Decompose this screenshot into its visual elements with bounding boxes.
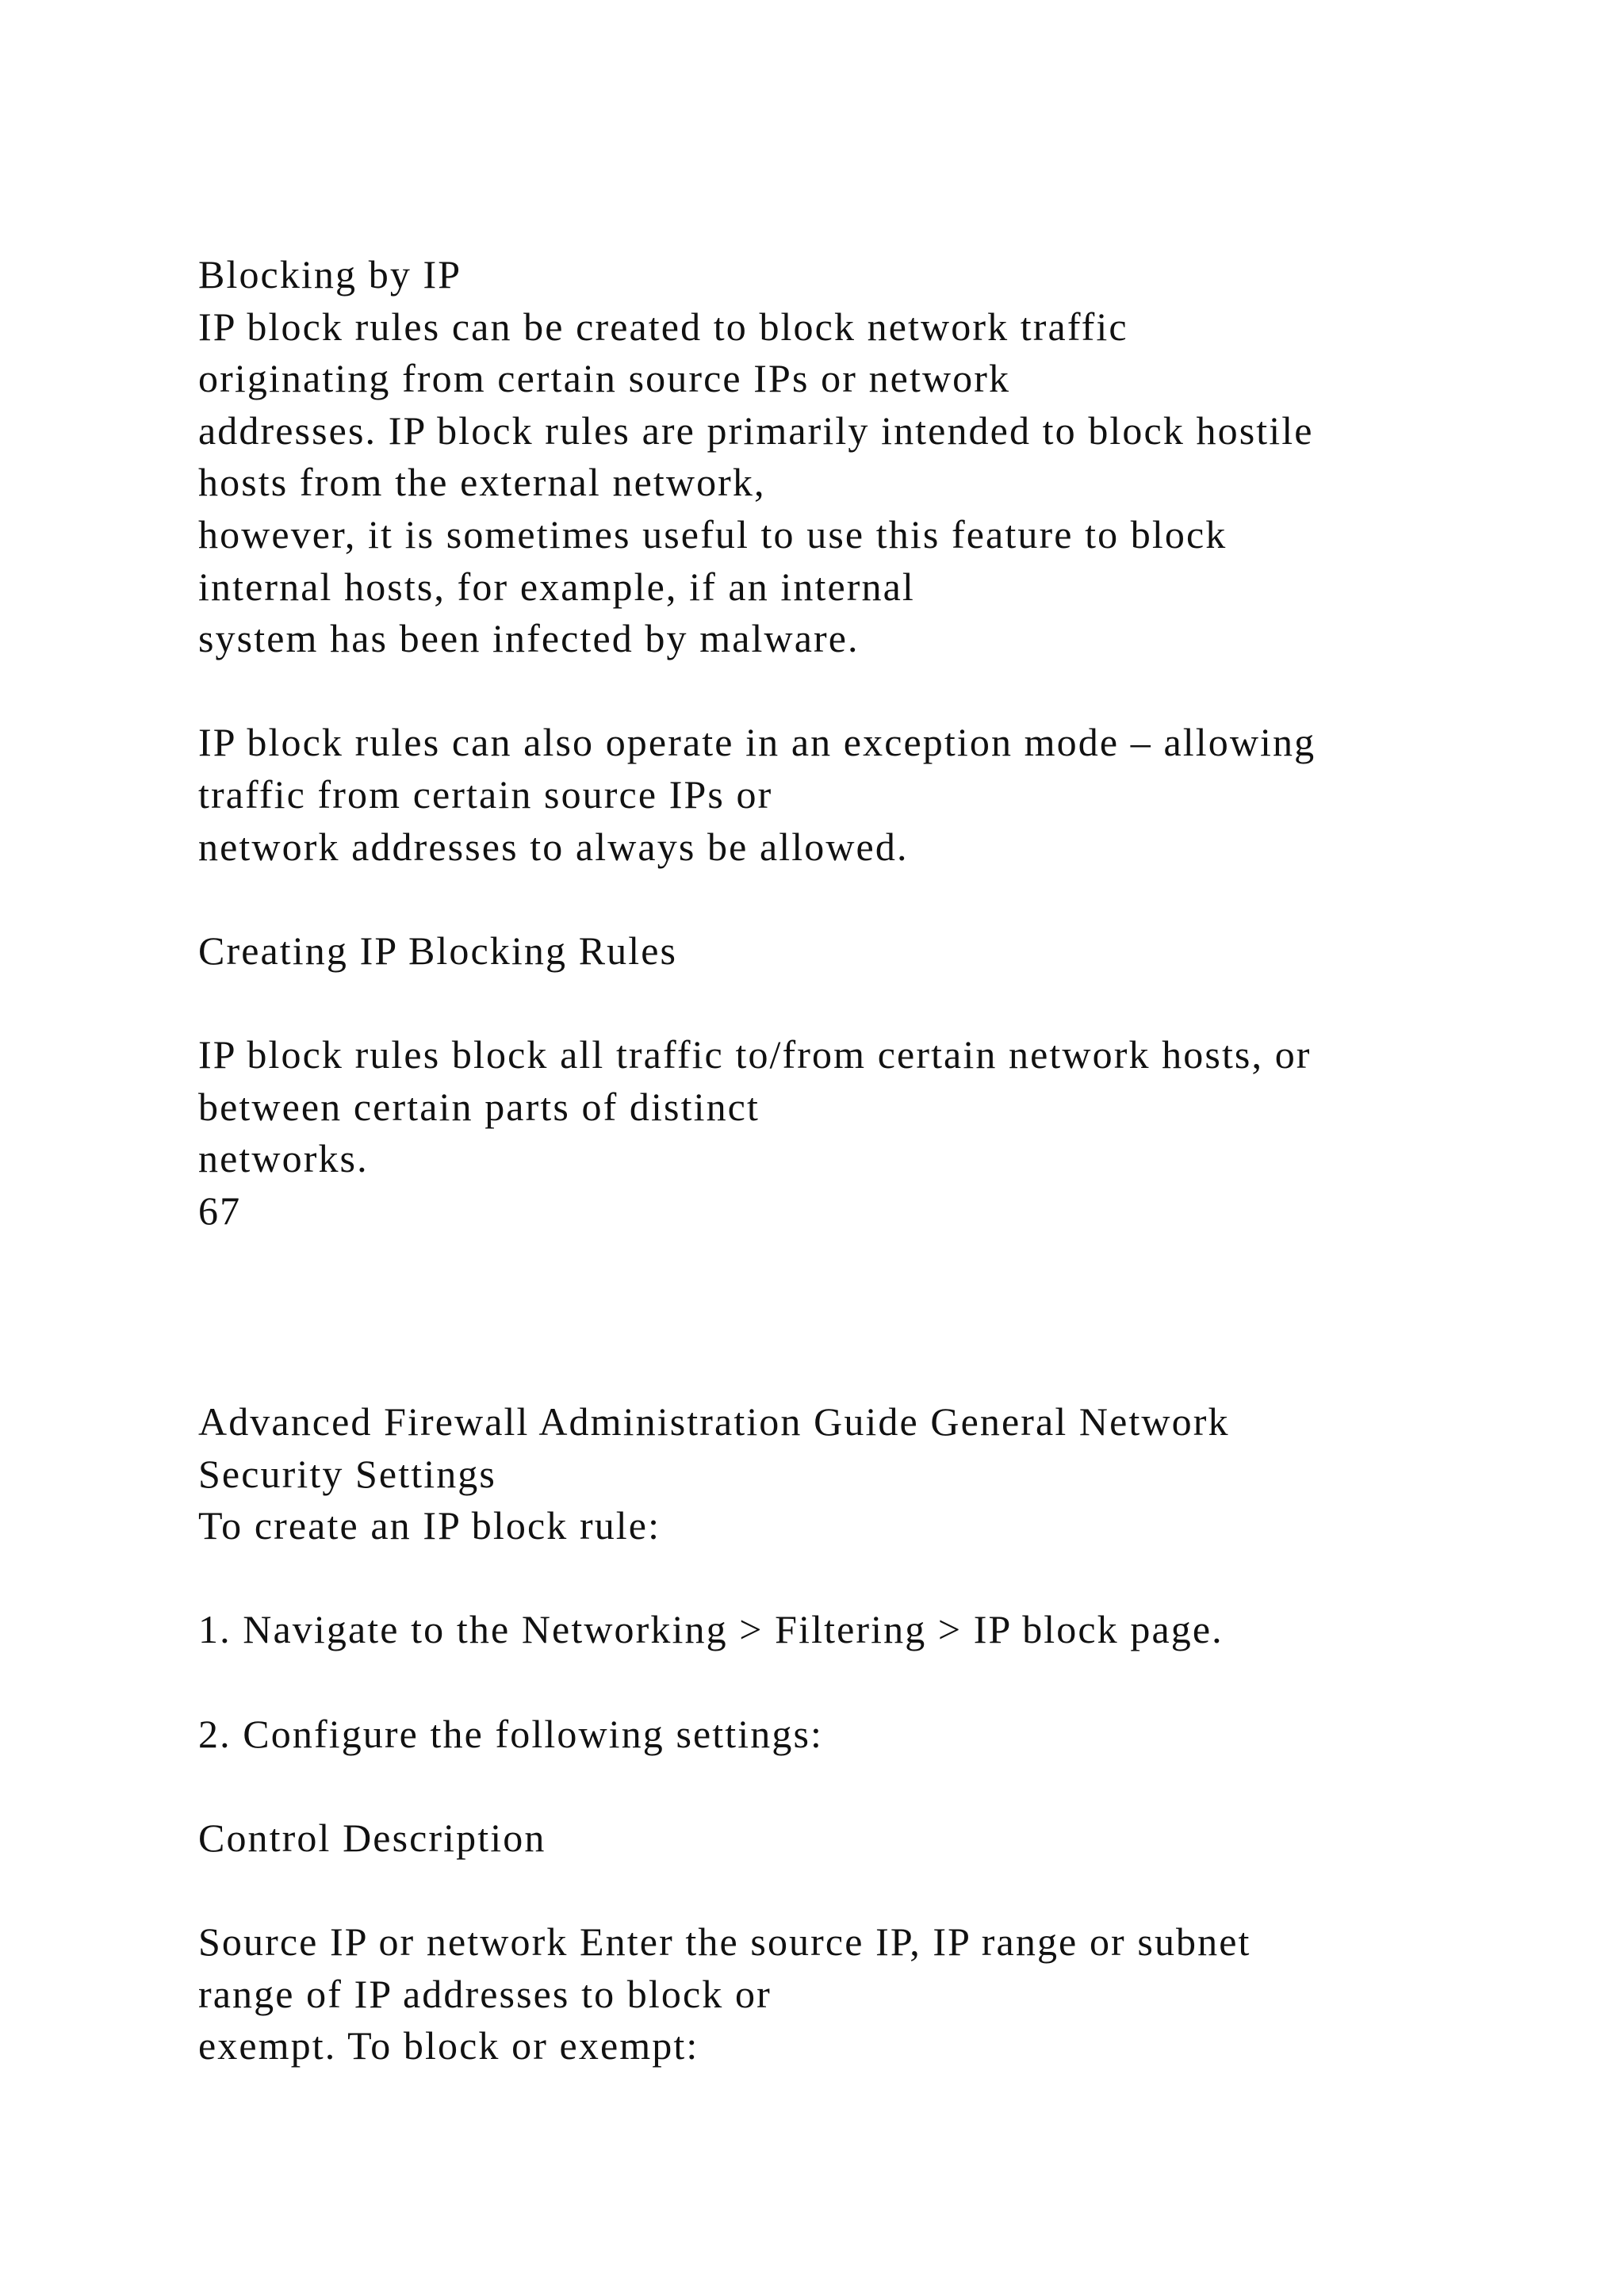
step-2: 2. Configure the following settings: bbox=[198, 1711, 824, 1756]
blank-line bbox=[198, 1864, 1546, 1916]
text-line: IP block rules can be created to block network traffic bbox=[198, 304, 1128, 349]
text-line: network addresses to always be allowed. bbox=[198, 824, 909, 869]
text-line: IP block rules block all traffic to/from certain network hosts, or bbox=[198, 1031, 1312, 1077]
heading-creating-ip-blocking-rules: Creating IP Blocking Rules bbox=[198, 928, 678, 973]
heading-blocking-by-ip: Blocking by IP bbox=[198, 252, 462, 297]
step-1: 1. Navigate to the Networking > Filtering > IP block page. bbox=[198, 1607, 1224, 1652]
text-line: range of IP addresses to block or bbox=[198, 1971, 772, 2016]
text-block-1 bbox=[198, 249, 1546, 1237]
page-number: 67 bbox=[198, 1188, 242, 1233]
text-line: system has been infected by malware. bbox=[198, 616, 860, 661]
blank-line bbox=[198, 977, 1546, 1029]
text-line: networks. bbox=[198, 1136, 369, 1181]
blank-line bbox=[198, 873, 1546, 925]
blank-line bbox=[198, 1656, 1546, 1709]
text-line: between certain parts of distinct bbox=[198, 1084, 760, 1129]
text-line: IP block rules can also operate in an exception mode – allowing bbox=[198, 720, 1316, 765]
text-block-2 bbox=[198, 1396, 1546, 2072]
text-line: originating from certain source IPs or network bbox=[198, 356, 1011, 401]
text-line: To create an IP block rule: bbox=[198, 1503, 661, 1548]
blank-line bbox=[198, 1760, 1546, 1812]
text-line: traffic from certain source IPs or bbox=[198, 771, 773, 817]
table-header: Control Description bbox=[198, 1815, 546, 1860]
text-line: Source IP or network Enter the source IP, IP range or subnet bbox=[198, 1919, 1251, 1964]
text-line: hosts from the external network, bbox=[198, 460, 766, 505]
running-header: Advanced Firewall Administration Guide General Network bbox=[198, 1399, 1230, 1444]
blank-line bbox=[198, 1552, 1546, 1605]
text-line: exempt. To block or exempt: bbox=[198, 2023, 699, 2068]
text-line: however, it is sometimes useful to use this feature to block bbox=[198, 511, 1228, 557]
text-line: addresses. IP block rules are primarily intended to block hostile bbox=[198, 408, 1314, 453]
blank-line bbox=[198, 665, 1546, 718]
text-line: internal hosts, for example, if an internal bbox=[198, 564, 915, 609]
running-header: Security Settings bbox=[198, 1451, 496, 1496]
